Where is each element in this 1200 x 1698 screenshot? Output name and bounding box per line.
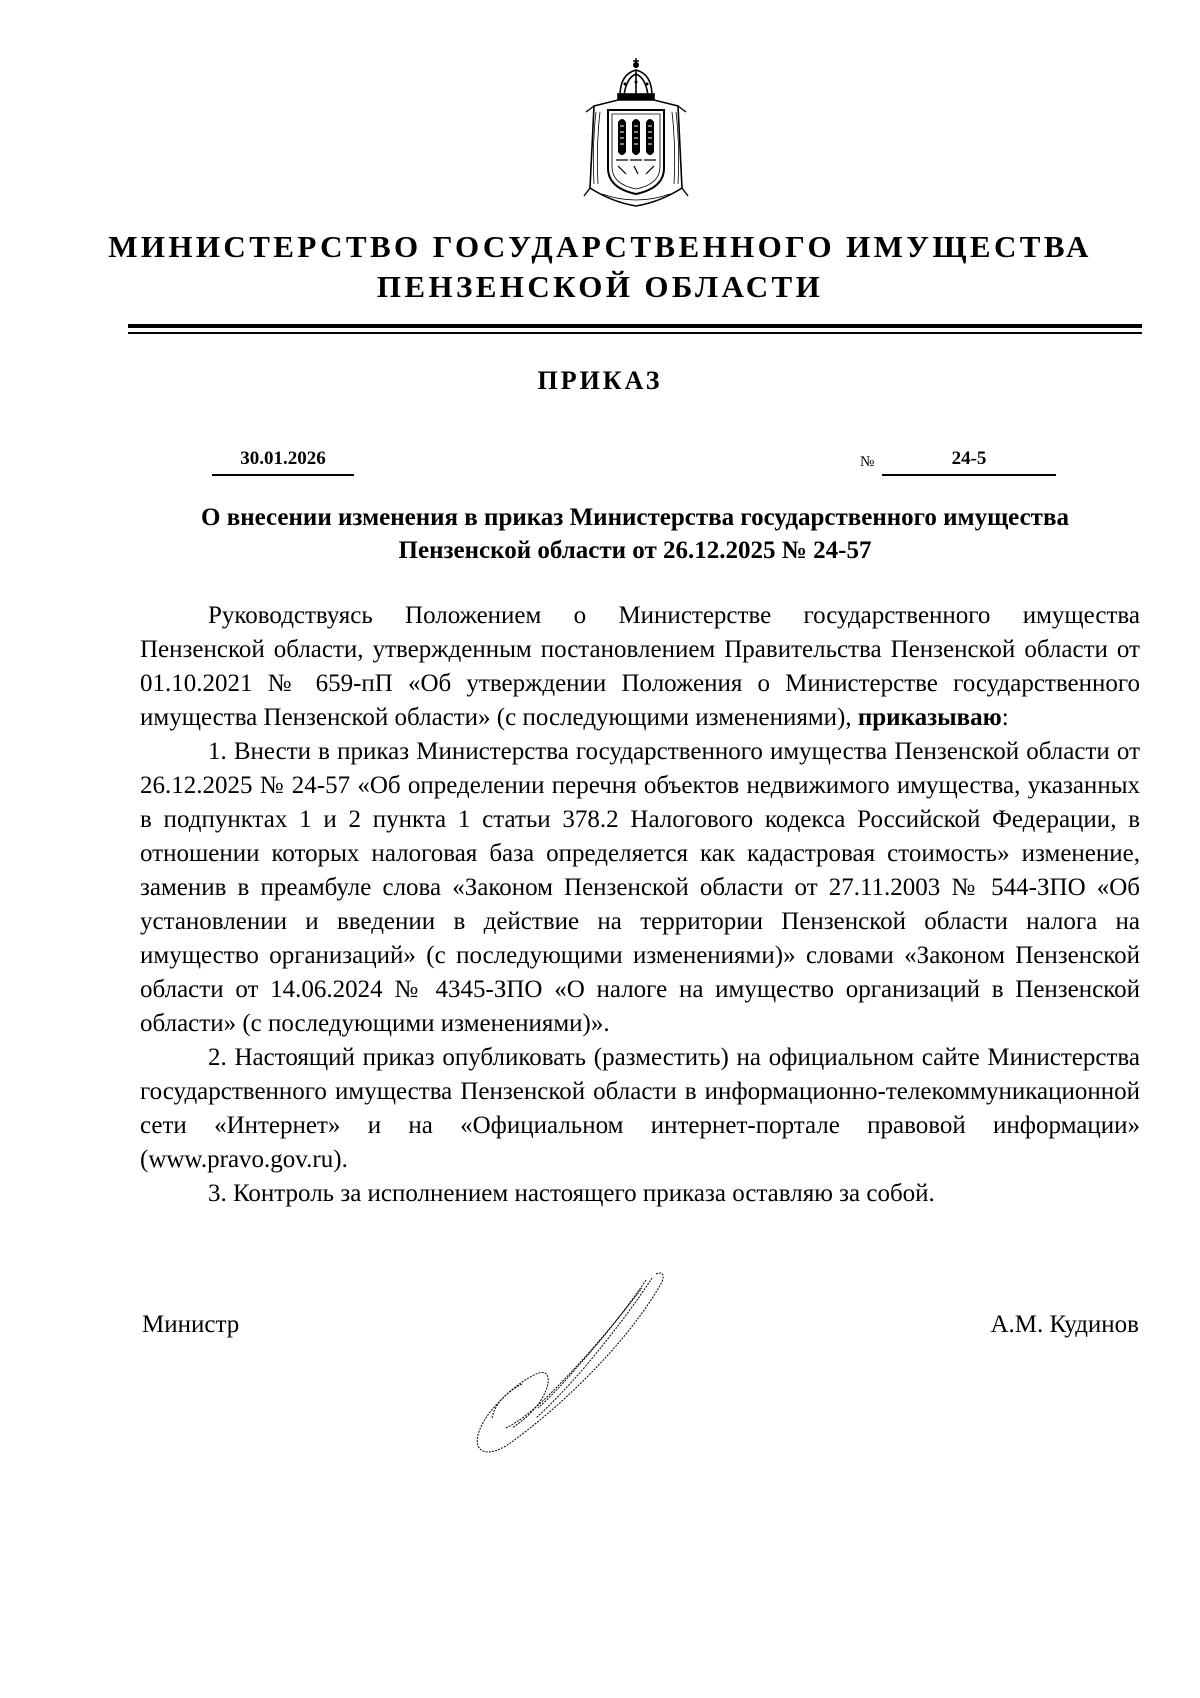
item-1-paragraph: 1. Внести в приказ Министерства государственного имущества Пензенской области от 26.12.2025 № 24-57 «Об определении перечня объектов недвижимого имущества, указанных в подпунктах 1 и 2 пункта 1 статьи 378.2 Налогового кодекса Российской Федерации, в отношении которых налоговая база определяется как кадастровая стоимость» изменение, заменив в преамбуле слова «Законом Пензенской области от 27.11.2003 № 544-ЗПО «Об установлении и введении в действие на территории Пензенской области налога на имущество организаций» (с последующими изменениями)» словами «Законом Пензенской области от 14.06.2024 № 4345-ЗПО «О налоге на имущество организаций в Пензенской области» (с последующими изменениями)». [140, 738, 1140, 1037]
document-type: ПРИКАЗ [537, 366, 663, 395]
preamble-paragraph [140, 599, 1140, 735]
item-3-paragraph: 3. Контроль за исполнением настоящего приказа оставляю за собой. [208, 1180, 935, 1207]
order-date: 30.01.2026 [212, 446, 354, 476]
document-body [140, 599, 1140, 1211]
document-title [128, 501, 1142, 567]
preamble-end: : [1001, 704, 1009, 731]
title-line1: О внесении изменения в приказ Министерства государственного имущества [201, 504, 1069, 531]
preamble-keyword: приказываю [857, 704, 1002, 731]
coat-of-arms-icon [580, 56, 692, 208]
title-line2: Пензенской области от 26.12.2025 № 24-57 [398, 537, 872, 564]
ministry-name-line2: ПЕНЗЕНСКОЙ ОБЛАСТИ [376, 269, 824, 304]
signature-icon [466, 1268, 676, 1458]
item-2-paragraph: 2. Настоящий приказ опубликовать (разместить) на официальном сайте Министерства государственного имущества Пензенской области в информационно-телекоммуникационной сети «Интернет» и на «Официальном интернет-портале правовой информации» (www.pravo.gov.ru). [140, 1044, 1140, 1173]
signer-name: А.М. Кудинов [990, 1311, 1139, 1338]
header-divider-thin [128, 332, 1142, 334]
header-divider [128, 324, 1142, 328]
preamble-text: Руководствуясь Положением о Министерстве государственного имущества Пензенской области, утвержденным постановлением Правительства Пензенской области от 01.10.2021 № 659-пП «Об утверждении Положения о Министерстве государственного имущества Пензенской области» (с последующими изменениями), [140, 602, 1140, 731]
signer-title: Министр [142, 1311, 240, 1338]
number-sign: № [860, 454, 875, 470]
ministry-name-line1: МИНИСТЕРСТВО ГОСУДАРСТВЕННОГО ИМУЩЕСТВА [108, 229, 1092, 264]
order-number: 24-5 [882, 446, 1056, 476]
